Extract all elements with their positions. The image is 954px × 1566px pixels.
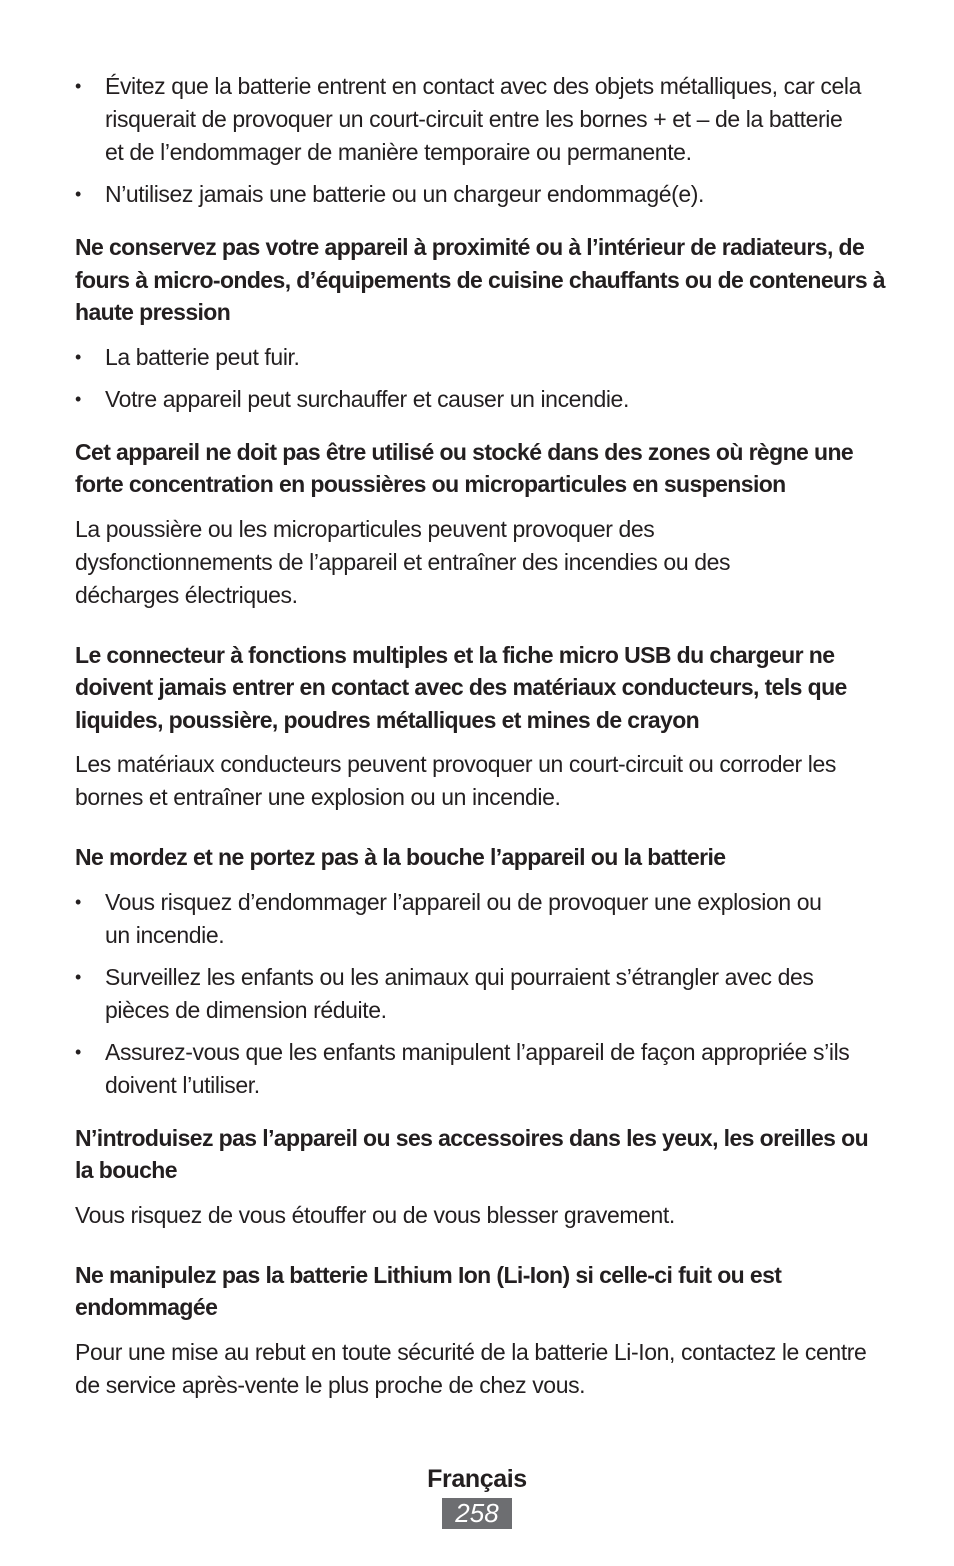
page-footer: [0, 1462, 954, 1529]
list-item: [75, 383, 890, 416]
list-item-text: Surveillez les enfants ou les animaux qui pourraient s’étrangler avec des pièces de dimension réduite.: [105, 963, 814, 1023]
list-item: [75, 178, 890, 211]
bullet-icon: •: [75, 891, 81, 912]
footer-language: Français: [427, 1465, 527, 1493]
section-text: Les matériaux conducteurs peuvent provoquer un court-circuit ou corroder les bornes et entraîner une explosion ou un incendie.: [75, 751, 836, 810]
section-conductive-materials: [75, 639, 890, 815]
section-heading: Ne conservez pas votre appareil à proximité ou à l’intérieur de radiateurs, de fours à micro-ondes, d’équipements de cuisine chauffants ou de conteneurs à haute pression: [75, 234, 885, 325]
list-item: [75, 961, 890, 1027]
section-eyes-ears: [75, 1122, 890, 1232]
list-item-text: Assurez-vous que les enfants manipulent l’appareil de façon appropriée s’ils doivent l’utiliser.: [105, 1038, 850, 1098]
section-heading: Cet appareil ne doit pas être utilisé ou stocké dans des zones où règne une forte concentration en poussières ou microparticules en suspension: [75, 438, 854, 497]
list-item: [75, 70, 890, 169]
section-heading: Ne mordez et ne portez pas à la bouche l’appareil ou la batterie: [75, 844, 726, 870]
list-item: [75, 341, 890, 374]
bullet-icon: •: [75, 388, 81, 409]
bullet-icon: •: [75, 76, 81, 96]
list-item-text: Évitez que la batterie entrent en contact avec des objets métalliques, car cela risquerait de provoquer un court-circuit entre les bornes + et – de la batterie et de l’endommager de manière temporaire ou permanente.: [105, 73, 861, 165]
bullet-list: [75, 886, 890, 1102]
bullet-icon: •: [75, 184, 81, 204]
bullet-icon: •: [75, 966, 81, 987]
section-text: Vous risquez de vous étouffer ou de vous blesser gravement.: [75, 1201, 675, 1228]
section-heat-sources: [75, 231, 890, 416]
bullet-list: [75, 341, 890, 416]
list-item: [75, 1036, 890, 1102]
intro-bullet-list: [75, 70, 890, 211]
section-mouth: [75, 841, 890, 1102]
section-heading: Le connecteur à fonctions multiples et la fiche micro USB du chargeur ne doivent jamais entrer en contact avec des matériaux conducteurs, tels que liquides, poussière, poudres métalliques et mines de crayon: [75, 641, 847, 733]
list-item-text: Vous risquez d’endommager l’appareil ou de provoquer une explosion ou un incendie.: [105, 888, 822, 948]
section-text: La poussière ou les microparticules peuvent provoquer des dysfonctionnements de l’appareil et entraîner des incendies ou des décharges électriques.: [75, 515, 731, 608]
section-heading: Ne manipulez pas la batterie Lithium Ion (Li-Ion) si celle-ci fuit ou est endommagée: [75, 1261, 782, 1320]
section-dust: [75, 436, 890, 612]
list-item-text: Votre appareil peut surchauffer et causer un incendie.: [105, 385, 629, 412]
section-text: Pour une mise au rebut en toute sécurité de la batterie Li-Ion, contactez le centre de service après-vente le plus proche de chez vous.: [75, 1338, 867, 1398]
section-heading: N’introduisez pas l’appareil ou ses accessoires dans les yeux, les oreilles ou la bouche: [75, 1124, 869, 1183]
bullet-icon: •: [75, 346, 81, 367]
section-li-ion: [75, 1259, 890, 1402]
list-item: [75, 886, 890, 952]
list-item-text: N’utilisez jamais une batterie ou un chargeur endommagé(e).: [105, 181, 705, 207]
bullet-icon: •: [75, 1041, 81, 1062]
list-item-text: La batterie peut fuir.: [105, 343, 300, 370]
page-number-badge: 258: [442, 1498, 512, 1529]
page-content: [75, 70, 890, 1402]
